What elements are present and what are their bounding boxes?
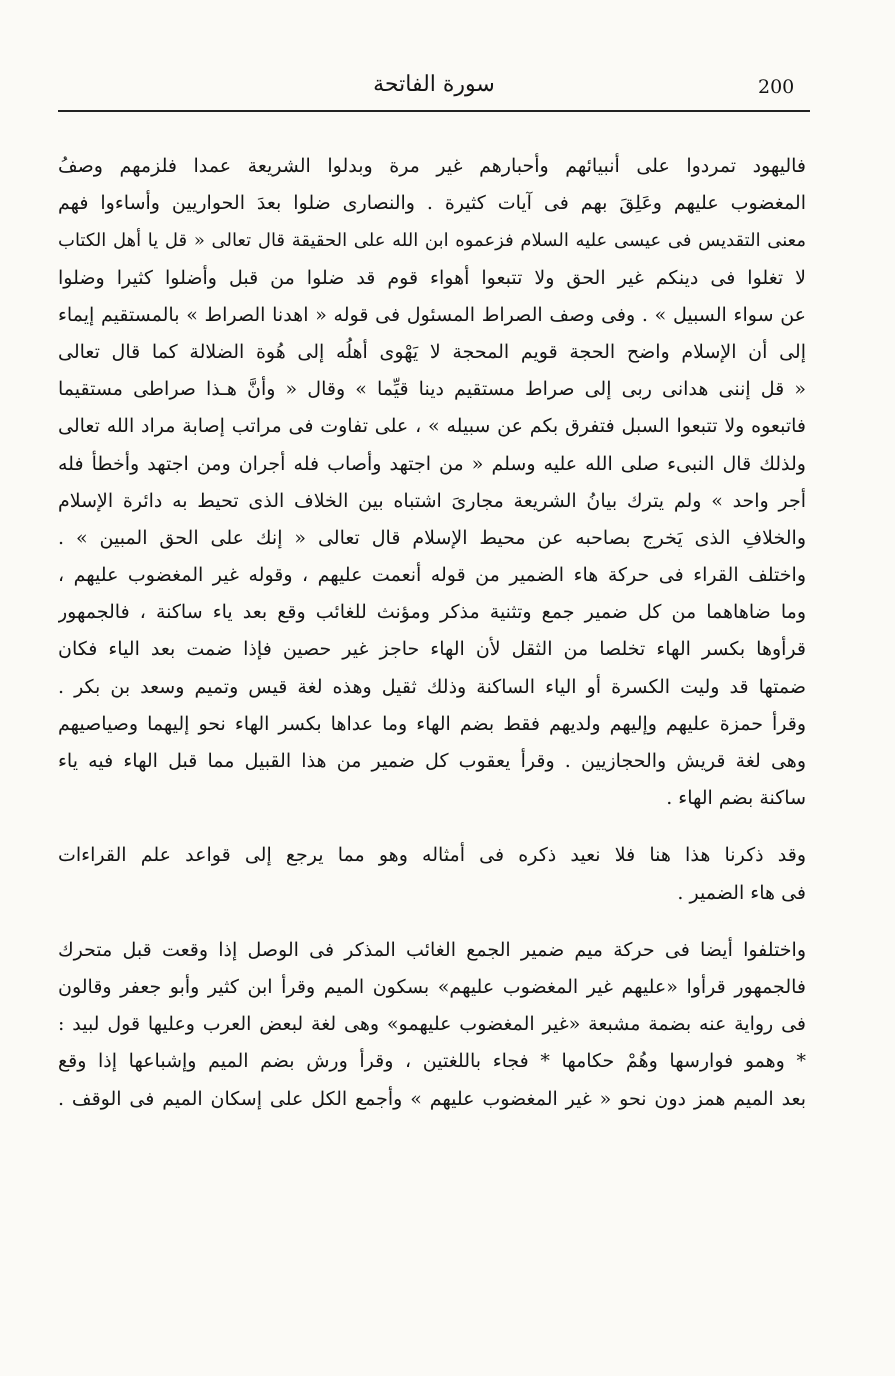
text-line: إلى أن الإسلام واضح الحجة قويم المحجة لا يَهْوى أهلُه إلى هُوة الضلالة كما قال تعالى bbox=[58, 340, 806, 363]
text-line: * وهمو فوارسها وهُمْ حكامها * فجاء باللغتين ، وقرأ ورش بضم الميم وإشباعها إذا وقع bbox=[58, 1050, 806, 1073]
page-number: 200 bbox=[758, 76, 795, 98]
text-line: معنى التقديس فى عيسى عليه السلام فزعموه ابن الله على الحقيقة قال تعالى « قل يا أهل الكتاب bbox=[58, 230, 806, 252]
text-line: لا تغلوا فى دينكم غير الحق ولا تتبعوا أهواء قوم قد ضلوا من قبل وأضلوا كثيرا وضلوا bbox=[58, 266, 806, 289]
text-line: عن سواء السبيل » . وفى وصف الصراط المسئول فى قوله « اهدنا الصراط » بالمستقيم إيماء bbox=[58, 303, 806, 326]
text-line: فاتبعوه ولا تتبعوا السبل فتفرق بكم عن سبيله » ، على تفاوت فى مراتب إصابة مراد الله تعالى bbox=[58, 415, 806, 438]
text-line: فاليهود تمردوا على أنبيائهم وأحبارهم غير مرة وبدلوا الشريعة عمدا فلزمهم وصفُ bbox=[58, 155, 806, 177]
text-line: « قل إننى هدانى ربى إلى صراط مستقيم دينا قيِّما » وقال « وأنَّ هـذا صراطى مستقيما bbox=[58, 378, 806, 401]
page-header bbox=[58, 60, 810, 112]
text-line: فى رواية عنه بضمة مشبعة «غير المغضوب عليهمو» وهى لغة لبعض العرب وعليها قول لبيد : bbox=[58, 1013, 806, 1036]
text-line: واختلف القراء فى حركة هاء الضمير من قوله أنعمت عليهم ، وقوله غير المغضوب عليهم ، bbox=[58, 564, 806, 587]
text-line: قرأوها بكسر الهاء تخلصا من الثقل لأن الهاء حاجز غير حصين فإذا ضمت بعد الياء فكان bbox=[58, 638, 806, 661]
text-line: والخلافِ الذى يَخرج بصاحبه عن محيط الإسلام قال تعالى « إنك على الحق المبين » . bbox=[58, 526, 806, 549]
text-line: ساكنة بضم الهاء . bbox=[666, 787, 806, 810]
text-line: وقد ذكرنا هذا هنا فلا نعيد ذكره فى أمثاله وهو مما يرجع إلى قواعد علم القراءات bbox=[58, 844, 806, 867]
page-body bbox=[58, 148, 810, 1118]
text-line: فالجمهور قرأوا «عليهم غير المغضوب عليهم» بسكون الميم وقرأ ابن كثير وأبو جعفر وقالون bbox=[58, 975, 806, 998]
text-line: وقرأ حمزة عليهم وإليهم ولديهم فقط بضم الهاء وما عداها بكسر الهاء نحو إليهما وصياصيهم bbox=[58, 712, 806, 735]
paragraph-gap bbox=[58, 817, 806, 837]
paragraph-3 bbox=[58, 932, 806, 1118]
running-title: سورة الفاتحة bbox=[373, 72, 495, 97]
paragraph-1 bbox=[58, 148, 806, 817]
text-line: ولذلك قال النبىء صلى الله عليه وسلم « من اجتهد وأصاب فله أجران ومن اجتهد وأخطأ فله bbox=[58, 452, 806, 475]
book-page bbox=[58, 60, 810, 1320]
text-line: فى هاء الضمير . bbox=[677, 881, 806, 904]
text-line: أجر واحد » ولم يترك بيانُ الشريعة مجارىَ اشتباه بين الخلاف الذى تحيط به دائرة الإسلام bbox=[58, 489, 806, 512]
text-line: وهى لغة قريش والحجازيين . وقرأ يعقوب كل ضمير من هذا القبيل مما قبل الهاء فيه ياء bbox=[58, 750, 806, 772]
paragraph-gap bbox=[58, 912, 806, 932]
text-line: وما ضاهاهما من كل ضمير جمع وتثنية مذكر ومؤنث للغائب وقع بعد ياء ساكنة ، فالجمهور bbox=[58, 601, 806, 624]
text-line: ضمتها قد وليت الكسرة أو الياء الساكنة وذلك ثقيل وهذه لغة قيس وتميم وسعد بن بكر . bbox=[58, 675, 806, 698]
paragraph-2 bbox=[58, 837, 806, 911]
text-line: بعد الميم همز دون نحو « غير المغضوب عليهم » وأجمع الكل على إسكان الميم فى الوقف . bbox=[58, 1087, 806, 1110]
text-line: واختلفوا أيضا فى حركة ميم ضمير الجمع الغائب المذكر فى الوصل إذا وقعت قبل متحرك bbox=[58, 938, 806, 961]
text-line: المغضوب عليهم وعَلِقَ بهم فى آيات كثيرة . والنصارى ضلوا بعدَ الحواريين وأساءوا فهم bbox=[58, 192, 806, 215]
